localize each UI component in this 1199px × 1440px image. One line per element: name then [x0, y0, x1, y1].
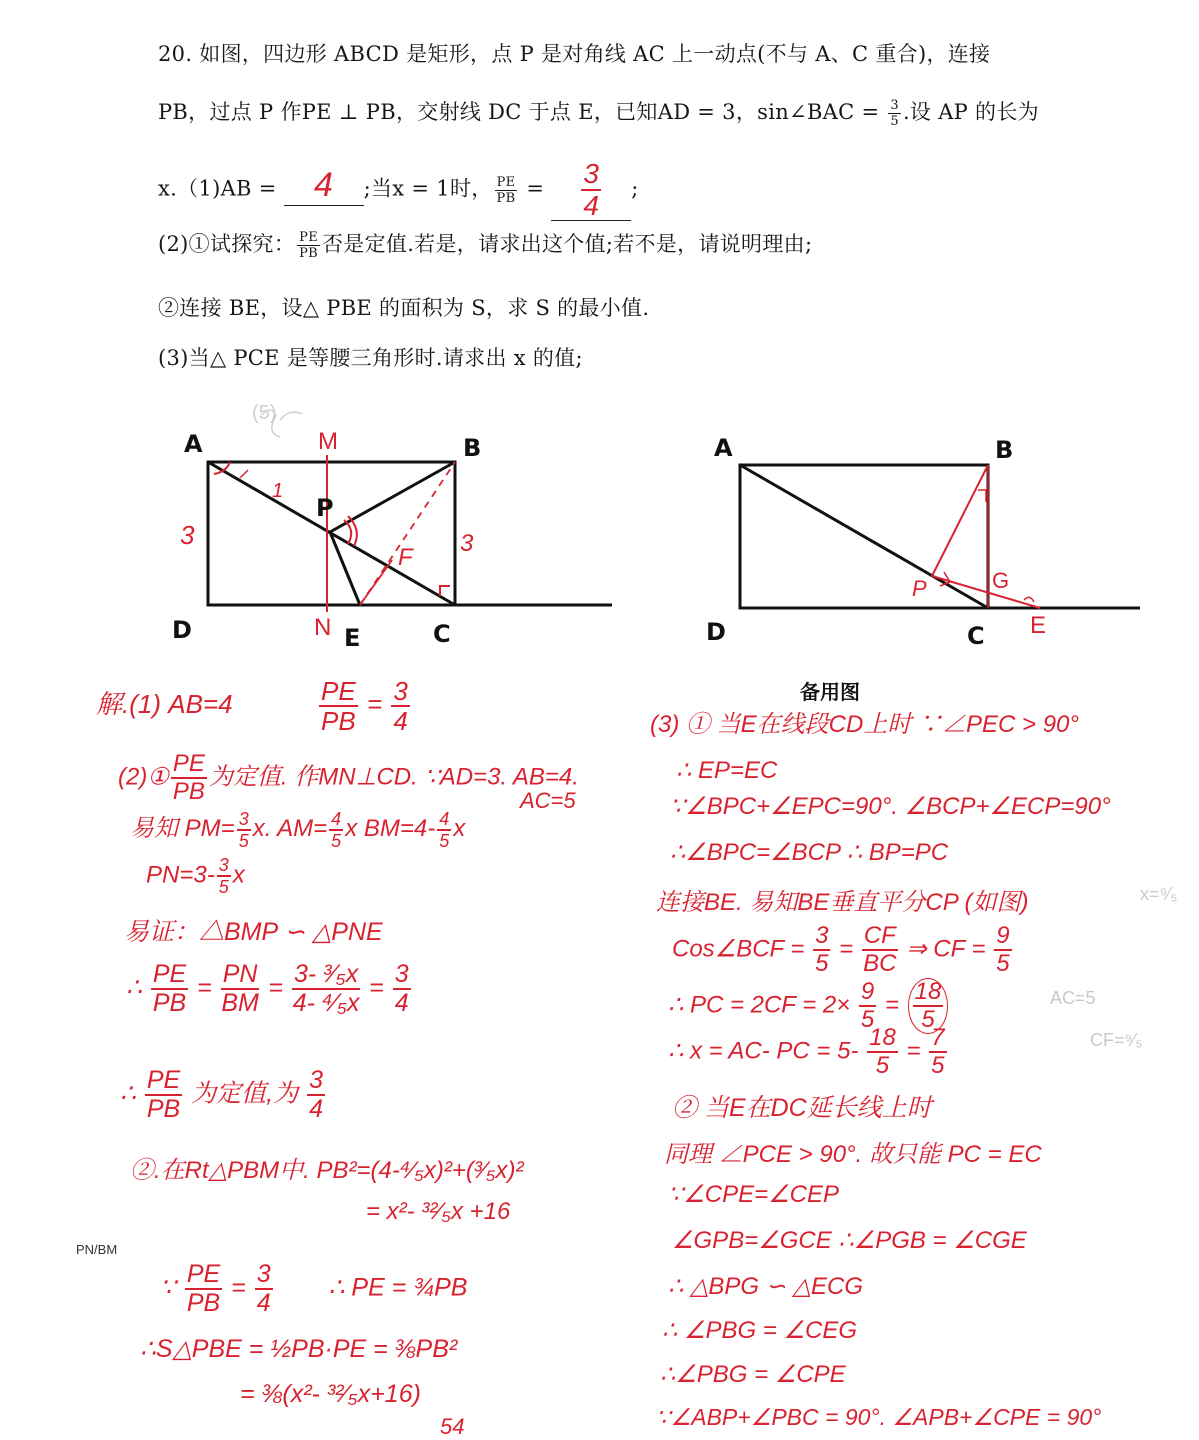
margin-note-2: AC=5 [1050, 988, 1096, 1008]
fig1-label-e: E [344, 624, 361, 652]
sol-left-line-6: ∴ $\frac{PE}{PB}$ = $\frac{PN}{BM}$ = $\frac{\text{3- ³⁄₅x}}{\text{4- ⁴⁄₅x}}$ = $\frac{3}{4}$ [126, 960, 409, 1017]
sol-left-line-3: 易知 PM= $\frac{3}{5}$ x. AM= $\frac{4}{5}$ x BM=4- $\frac{4}{5}$ x [130, 808, 466, 851]
problem-line-6: (3)当△ PCE 是等腰三角形时.请求出 x 的值; [158, 346, 583, 370]
answer-ratio: $\frac{3}{4}$ [583, 158, 600, 221]
fig2-label-e: E [1030, 612, 1047, 639]
fig1-angle-label: 1 [272, 480, 284, 502]
pe-pb-fraction: $\frac{PE}{PB}$ [496, 174, 516, 206]
fig2-label-d: D [706, 618, 726, 646]
sol-right-line-14: ∴ ∠PBG = ∠CEG [662, 1317, 858, 1344]
fig1-tick [240, 470, 248, 478]
fig1-label-c: C [433, 620, 451, 648]
fig1-label-p: P [316, 494, 334, 522]
fig1-side-ad: 3 [180, 520, 195, 550]
sol-left-line-11: ∴S△PBE = ½PB·PE = ⅜PB² [140, 1335, 458, 1363]
sol-right-line-7: ∴ PC = 2CF = 2× $\frac{9}{5}$ = $\frac{18}{5}$ [668, 978, 950, 1034]
sol-right-line-1: (3) ① 当E在线段CD上时 ∵∠PEC > 90° [650, 711, 1079, 738]
sol-left-note: PN/BM [76, 1242, 118, 1257]
answer-ab: 4 [314, 165, 334, 204]
sol-left-line-2: (2)① $\frac{PE}{PB}$ 为定值. 作MN⊥CD. ∵AD=3. AB=4. [118, 750, 579, 805]
sol-left-l1-frac: $\frac{PE}{PB}$ [321, 676, 356, 736]
sol-left-line-7: ∴ $\frac{PE}{PB}$ 为定值,为 $\frac{3}{4}$ [120, 1066, 323, 1123]
sol-right-line-15: ∴∠PBG = ∠CPE [660, 1361, 846, 1388]
sin-fraction: $\frac{3}{5}$ [890, 98, 899, 129]
fig1-label-a: A [184, 430, 203, 458]
sol-left-line-10: ∵ $\frac{PE}{PB}$ = $\frac{3}{4}$ ∴ PE = ¾PB [160, 1260, 468, 1317]
sol-right-line-9: ② 当E在DC延长线上时 [672, 1094, 932, 1122]
sol-left-line-12: = ⅜(x²- ³²⁄₅x+16) [240, 1380, 421, 1408]
fig2-right-angle-b [978, 490, 986, 502]
margin-note-3: CF=⁹⁄₅ [1090, 1030, 1143, 1050]
margin-note-4: (5) [252, 402, 277, 424]
problem-line-2-tail: .设 AP 的长为 [902, 100, 1039, 124]
sol-left-line-1: 解.(1) AB=4 $\frac{PE}{PB}$ = $\frac{3}{4}$ [96, 676, 408, 736]
fig1-label-n: N [314, 614, 332, 641]
sol-left-line-2c: AC=5 [520, 788, 576, 813]
sol-left-line-5: 易证：△BMP ∽ △PNE [124, 918, 383, 946]
sol-right-line-10: 同理 ∠PCE > 90°. 故只能 PC = EC [664, 1141, 1042, 1168]
fig1-segment-ef [360, 560, 392, 605]
fig1-label-f: F [398, 544, 413, 571]
problem-line-4-a: (2)①试探究： [158, 232, 296, 256]
problem-line-4-b: 否是定值.若是，请求出这个值;若不是，请说明理由; [322, 232, 813, 256]
sol-left-l1-val: $\frac{3}{4}$ [393, 676, 408, 736]
problem-line-5: ②连接 BE，设△ PBE 的面积为 S，求 S 的最小值. [158, 296, 650, 320]
fig2-segment-pe [932, 576, 1040, 608]
margin-note-1: x=⁹⁄₅ [1140, 884, 1178, 904]
fig1-label-b: B [463, 434, 482, 462]
sol-right-line-3: ∵∠BPC+∠EPC=90°. ∠BCP+∠ECP=90° [670, 793, 1111, 820]
fig2-label-b: B [995, 436, 1014, 464]
fig2-label-p: P [912, 576, 927, 601]
sol-right-line-13: ∴ △BPG ∽ △ECG [668, 1273, 863, 1300]
problem-line-3-end: ; [631, 176, 639, 201]
fig2-label-c: C [967, 622, 985, 650]
sol-right-line-16: ∵∠ABP+∠PBC = 90°. ∠APB+∠CPE = 90° [656, 1404, 1102, 1430]
sol-right-line-8: ∴ x = AC- PC = 5- $\frac{18}{5}$ = $\frac{7}{5}$ [668, 1024, 945, 1079]
fig1-right-angle-c [440, 586, 450, 596]
fig2-diagonal-ac [740, 465, 988, 608]
sol-left-line-4: PN=3- $\frac{3}{5}$ x [146, 855, 245, 897]
sol-left-line-13: 54 [440, 1414, 465, 1439]
sol-right-line-4: ∴∠BPC=∠BCP ∴ BP=PC [670, 839, 949, 866]
sol-right-line-5: 连接BE. 易知BE垂直平分CP (如图) [656, 889, 1029, 916]
pe-pb-fraction-2: $\frac{PE}{PB}$ [299, 230, 319, 261]
figures-canvas [0, 0, 1199, 700]
sol-right-line-12: ∠GPB=∠GCE ∴∠PGB = ∠CGE [672, 1227, 1027, 1254]
problem-line-3-b: ;当x = 1时， [363, 176, 493, 201]
figure-1 [208, 455, 612, 612]
fig2-label-g: G [992, 568, 1010, 593]
fig2-label-a: A [714, 434, 733, 462]
fig1-side-bc: 3 [460, 530, 474, 557]
sol-right-line-2: ∴ EP=EC [676, 757, 778, 784]
sol-left-line-8: ②.在Rt△PBM中. PB²=(4-⁴⁄₅x)²+(³⁄₅x)² [130, 1157, 524, 1184]
sol-left-l2-frac: $\frac{PE}{PB}$ [172, 750, 205, 805]
problem-line-2-text: PB，过点 P 作PE ⊥ PB，交射线 DC 于点 E，已知AD = 3，sin∠BAC = [158, 100, 887, 124]
figure-2 [740, 465, 1140, 608]
fig1-label-m: M [318, 428, 338, 455]
problem-line-3-a: x.（1)AB = [158, 176, 284, 201]
fig1-label-d: D [172, 616, 192, 644]
fig1-segment-pb [330, 462, 455, 532]
problem-line-3-eq: = [519, 176, 552, 201]
fig2-caption: 备用图 [800, 680, 860, 704]
sol-right-line-11: ∵∠CPE=∠CEP [668, 1181, 840, 1208]
fig2-angle-e [1024, 597, 1034, 602]
problem-line-1: 20. 如图，四边形 ABCD 是矩形，点 P 是对角线 AC 上一动点(不与 A、C 重合)，连接 [158, 42, 991, 66]
fig2-segment-pb [932, 465, 988, 576]
sol-left-line-9: = x²- ³²⁄₅x +16 [366, 1198, 511, 1225]
sol-right-line-6: Cos∠BCF = $\frac{3}{5}$ = $\frac{CF}{BC}$ ⇒ CF = $\frac{9}{5}$ [672, 922, 1010, 977]
